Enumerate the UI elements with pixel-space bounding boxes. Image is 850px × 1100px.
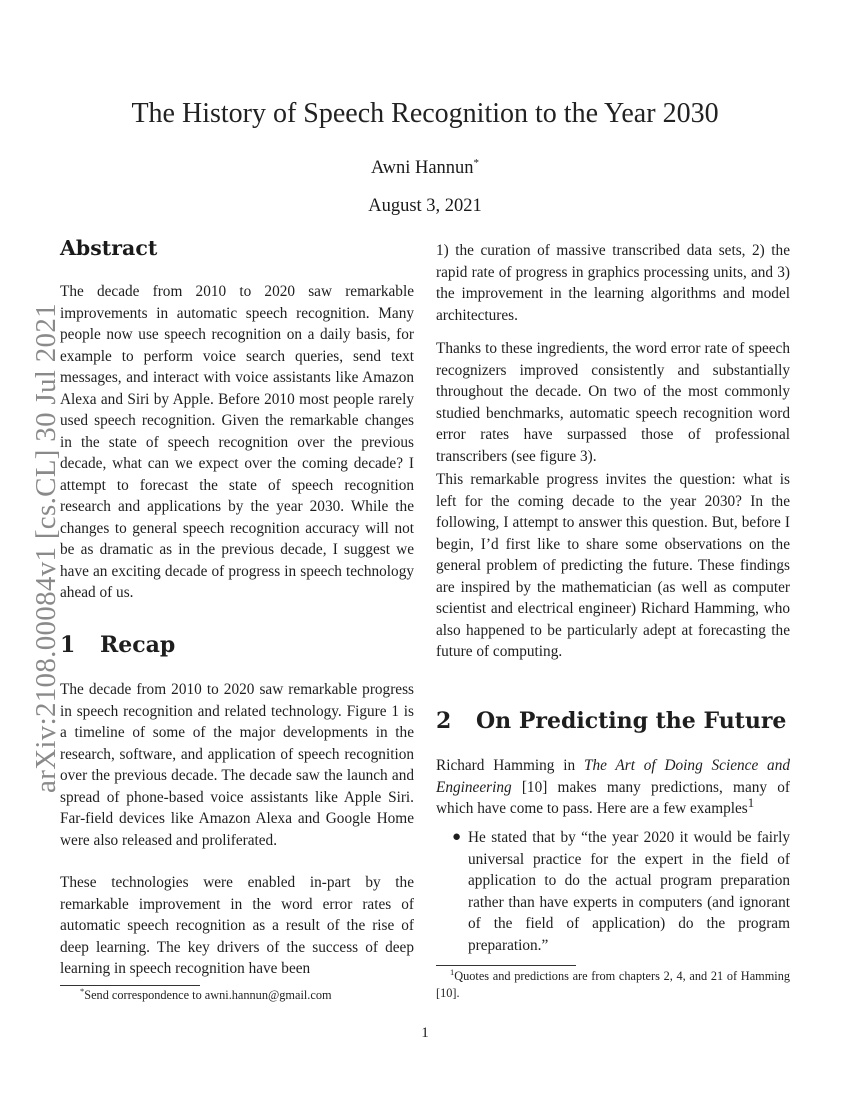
section-2-number: 2: [436, 708, 452, 734]
arxiv-identifier: arXiv:2108.00084v1 [cs.CL] 30 Jul 2021: [30, 303, 62, 793]
section-2-intro: [436, 755, 790, 820]
bullet-icon: ●: [452, 829, 462, 845]
abstract-text: The decade from 2010 to 2020 saw remarkable improvements in automatic speech recognition. Many people now use speech recognition on a daily basis, for example to perform voice search queries, send text messages, and interact with voice assistants like Amazon Alexa and Siri by Apple. Before 2010 most people rarely used speech recognition. Given the remarkable changes in the state of speech recognition over the previous decade, what can we expect over the coming decade? I attempt to forecast the state of speech recognition research and applications by the year 2030. While the changes to general speech recognition accuracy will not be as dramatic as in the previous decade, I suggest we have an exciting decade of progress in speech technology ahead of us.: [60, 283, 414, 601]
author-line: [0, 158, 850, 179]
section-1-paragraph-1: The decade from 2010 to 2020 saw remarkable progress in speech recognition and related technology. Figure 1 is a timeline of some of the major developments in the research, software, and application of speech recognition over the previous decade. The decade saw the launch and spread of phone-based voice assistants like Apple Siri. Far-field devices like Amazon Alexa and Google Home were also released and proliferated.: [60, 681, 414, 849]
section-2-intro-start: Richard Hamming in: [436, 757, 584, 774]
footnote-right-mark: 1: [450, 966, 455, 977]
section-1-paragraph-2-continued: 1) the curation of massive transcribed data sets, 2) the rapid rate of progress in graphics processing units, and 3) the improvement in the learning algorithms and model architectures.: [436, 242, 790, 324]
paper-date: August 3, 2021: [368, 196, 482, 216]
footnote-ref-1: 1: [747, 795, 755, 810]
paper-title: The History of Speech Recognition to the Year 2030: [131, 98, 719, 129]
list-item-text: He stated that by “the year 2020 it would be fairly universal practice for the expert in the field of application to do the actual program preparation rather than have experts in computers (and ignorant of the field of application) do the program preparation.”: [468, 829, 790, 954]
author-name: Awni Hannun: [370, 158, 474, 178]
section-2-title: On Predicting the Future: [476, 708, 787, 734]
book-title: The Art of Doing Science and Engineering: [436, 757, 790, 796]
author-footnote-mark: *: [473, 156, 480, 169]
footnote-right-text: Quotes and predictions are from chapters 2, 4, and 21 of Hamming [10].: [436, 969, 790, 1000]
page-number: 1: [421, 1025, 429, 1041]
section-2-intro-end: [10] makes many predictions, many of which have come to pass. Here are a few examples: [436, 778, 790, 817]
section-1-title: Recap: [100, 632, 176, 658]
section-1-heading: [60, 632, 176, 658]
section-1-paragraph-3: Thanks to these ingredients, the word error rate of speech recognizers improved consistently and substantially throughout the decade. On two of the most commonly studied benchmarks, automatic speech recognition word error rates have surpassed those of professional transcribers (see figure 3).: [436, 340, 790, 465]
section-1-paragraph-4: This remarkable progress invites the question: what is left for the coming decade to the year 2030? In the following, I attempt to answer this question. But, before I begin, I’d first like to share some observations on the general problem of predicting the future. These findings are inspired by the mathematician (as well as computer scientist and electrical engineer) Richard Hamming, who also happened to be particularly adept at forecasting the future of computing.: [436, 471, 790, 660]
section-2-heading: [436, 708, 787, 734]
footnote-left-text: Send correspondence to awni.hannun@gmail.com: [84, 988, 332, 1002]
footnote-rule-right: [436, 965, 576, 966]
abstract-heading: Abstract: [60, 236, 158, 260]
section-1-number: 1: [60, 632, 76, 658]
section-1-paragraph-2: These technologies were enabled in-part by the remarkable improvement in the word error rates of automatic speech recognition as a result of the rise of deep learning. The key drivers of the success of deep learning in speech recognition have been: [60, 874, 414, 977]
footnote-correspondence: [80, 987, 420, 1004]
footnote-left-mark: *: [80, 985, 85, 996]
footnote-hamming: [436, 968, 790, 1002]
